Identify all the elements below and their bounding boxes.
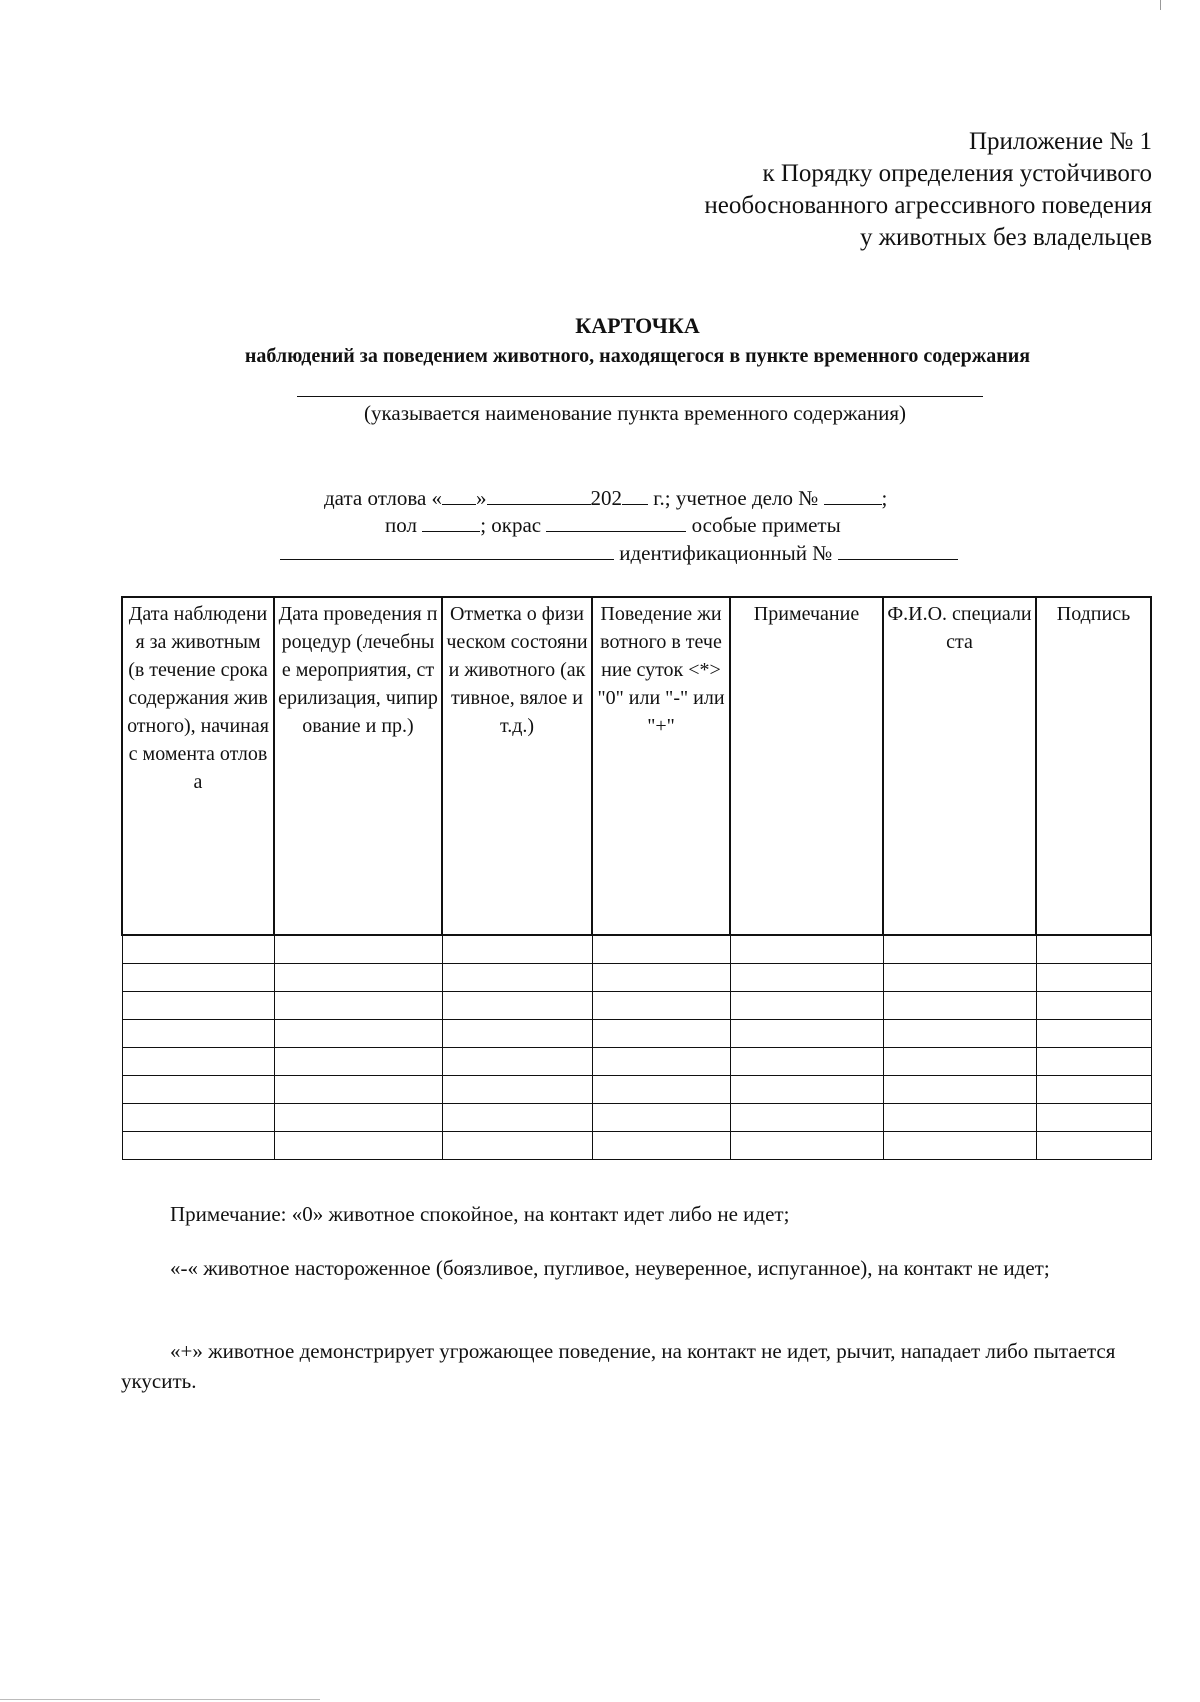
capture-month-blank[interactable] <box>487 484 591 505</box>
appendix-header <box>704 126 1152 254</box>
table-cell[interactable] <box>122 1076 274 1104</box>
table-cell[interactable] <box>730 964 883 992</box>
appendix-line-2: к Порядку определения устойчивого <box>762 160 1152 187</box>
table-cell[interactable] <box>274 1020 442 1048</box>
note-zero: Примечание: «0» животное спокойное, на контакт идет либо не идет; <box>170 1202 790 1226</box>
table-cell[interactable] <box>442 1020 592 1048</box>
table-cell[interactable] <box>274 1104 442 1132</box>
table-cell[interactable] <box>442 992 592 1020</box>
table-cell[interactable] <box>883 1020 1036 1048</box>
table-cell[interactable] <box>442 1132 592 1160</box>
id-line <box>280 539 958 566</box>
table-row <box>122 964 1151 992</box>
table-cell[interactable] <box>274 935 442 964</box>
capture-day-blank[interactable] <box>442 484 476 505</box>
sex-blank[interactable] <box>422 511 480 532</box>
table-cell[interactable] <box>122 1104 274 1132</box>
col-observation-date: Дата наблюдения за животным (в течение срока содержания животного), начиная с момента отлова <box>122 597 274 935</box>
table-cell[interactable] <box>1036 1048 1151 1076</box>
table-cell[interactable] <box>442 964 592 992</box>
id-blank[interactable] <box>838 539 958 560</box>
special-marks-blank[interactable] <box>280 539 614 560</box>
table-cell[interactable] <box>883 935 1036 964</box>
table-cell[interactable] <box>730 1076 883 1104</box>
table-row <box>122 1076 1151 1104</box>
card-title: КАРТОЧКА <box>575 313 700 338</box>
observation-table <box>121 596 1152 1160</box>
scan-edge-mark <box>1160 0 1161 10</box>
col-specialist-name: Ф.И.О. специалиста <box>883 597 1036 935</box>
appendix-line-4: у животных без владельцев <box>860 224 1152 251</box>
table-header-row <box>122 597 1151 935</box>
table-cell[interactable] <box>122 1132 274 1160</box>
col-note: Примечание <box>730 597 883 935</box>
note-plus: «+» животное демонстрирует угрожающее поведение, на контакт не идет, рычит, нападает либо пытается укусить. <box>121 1339 1116 1393</box>
table-cell[interactable] <box>122 935 274 964</box>
appendix-number: Приложение № 1 <box>968 128 1152 155</box>
table-cell[interactable] <box>122 992 274 1020</box>
table-cell[interactable] <box>274 992 442 1020</box>
point-name-hint: (указывается наименование пункта временного содержания) <box>364 401 906 425</box>
appendix-line-3: необоснованного агрессивного поведения <box>704 192 1152 219</box>
col-signature: Подпись <box>1036 597 1151 935</box>
year-blank[interactable] <box>622 484 648 505</box>
table-cell[interactable] <box>730 1132 883 1160</box>
table-row <box>122 1104 1151 1132</box>
table-cell[interactable] <box>730 1104 883 1132</box>
table-cell[interactable] <box>442 1048 592 1076</box>
point-name-blank[interactable] <box>297 396 983 397</box>
table-cell[interactable] <box>1036 1132 1151 1160</box>
table-cell[interactable] <box>122 1020 274 1048</box>
table-cell[interactable] <box>442 1076 592 1104</box>
col-procedure-date: Дата проведения процедур (лечебные мероприятия, стерилизация, чипирование и пр.) <box>274 597 442 935</box>
table-cell[interactable] <box>1036 992 1151 1020</box>
table-cell[interactable] <box>592 1020 730 1048</box>
table-cell[interactable] <box>274 1132 442 1160</box>
table-cell[interactable] <box>274 964 442 992</box>
table-cell[interactable] <box>883 1048 1036 1076</box>
id-label: идентификационный № <box>619 541 833 565</box>
table-row <box>122 1132 1151 1160</box>
table-cell[interactable] <box>883 1104 1036 1132</box>
table-cell[interactable] <box>592 964 730 992</box>
table-cell[interactable] <box>1036 1104 1151 1132</box>
table-cell[interactable] <box>274 1076 442 1104</box>
col-physical-state: Отметка о физическом состоянии животного (активное, вялое и т.д.) <box>442 597 592 935</box>
table-cell[interactable] <box>592 1076 730 1104</box>
table-cell[interactable] <box>592 1048 730 1076</box>
table-cell[interactable] <box>730 992 883 1020</box>
table-cell[interactable] <box>592 992 730 1020</box>
color-blank[interactable] <box>546 511 686 532</box>
note-minus: «-« животное настороженное (боязливое, пугливое, неуверенное, испуганное), на контакт не идет; <box>170 1256 1050 1280</box>
table-cell[interactable] <box>730 935 883 964</box>
table-cell[interactable] <box>883 1132 1036 1160</box>
card-subtitle: наблюдений за поведением животного, находящегося в пункте временного содержания <box>244 345 1031 367</box>
table-cell[interactable] <box>1036 1076 1151 1104</box>
table-cell[interactable] <box>122 1048 274 1076</box>
capture-date-label: дата отлова « <box>324 486 443 510</box>
table-row <box>122 935 1151 964</box>
color-label: ; окрас <box>480 513 542 537</box>
table-row <box>122 992 1151 1020</box>
table-cell[interactable] <box>883 992 1036 1020</box>
table-cell[interactable] <box>883 1076 1036 1104</box>
sex-label: пол <box>385 513 417 537</box>
table-cell[interactable] <box>122 964 274 992</box>
table-row <box>122 1048 1151 1076</box>
table-cell[interactable] <box>592 1132 730 1160</box>
table-cell[interactable] <box>730 1048 883 1076</box>
special-marks-label: особые приметы <box>691 513 841 537</box>
table-cell[interactable] <box>730 1020 883 1048</box>
table-cell[interactable] <box>1036 1020 1151 1048</box>
year-prefix: 202 <box>590 486 623 510</box>
case-number-blank[interactable] <box>824 484 882 505</box>
table-cell[interactable] <box>592 935 730 964</box>
table-cell[interactable] <box>442 935 592 964</box>
table-cell[interactable] <box>883 964 1036 992</box>
table-cell[interactable] <box>274 1048 442 1076</box>
sex-color-line <box>385 511 841 538</box>
capture-date-close: » <box>476 486 487 510</box>
table-cell[interactable] <box>1036 935 1151 964</box>
capture-date-line <box>324 484 887 511</box>
table-cell[interactable] <box>592 1104 730 1132</box>
col-behavior: Поведение животного в течение суток <*> "0" или "-" или "+" <box>592 597 730 935</box>
table-cell[interactable] <box>442 1104 592 1132</box>
table-cell[interactable] <box>1036 964 1151 992</box>
table-row <box>122 1020 1151 1048</box>
case-number-label: г.; учетное дело № <box>648 486 819 510</box>
table-body <box>122 935 1151 1160</box>
bottom-scan-line <box>0 1699 320 1700</box>
case-number-semicolon: ; <box>881 486 888 510</box>
